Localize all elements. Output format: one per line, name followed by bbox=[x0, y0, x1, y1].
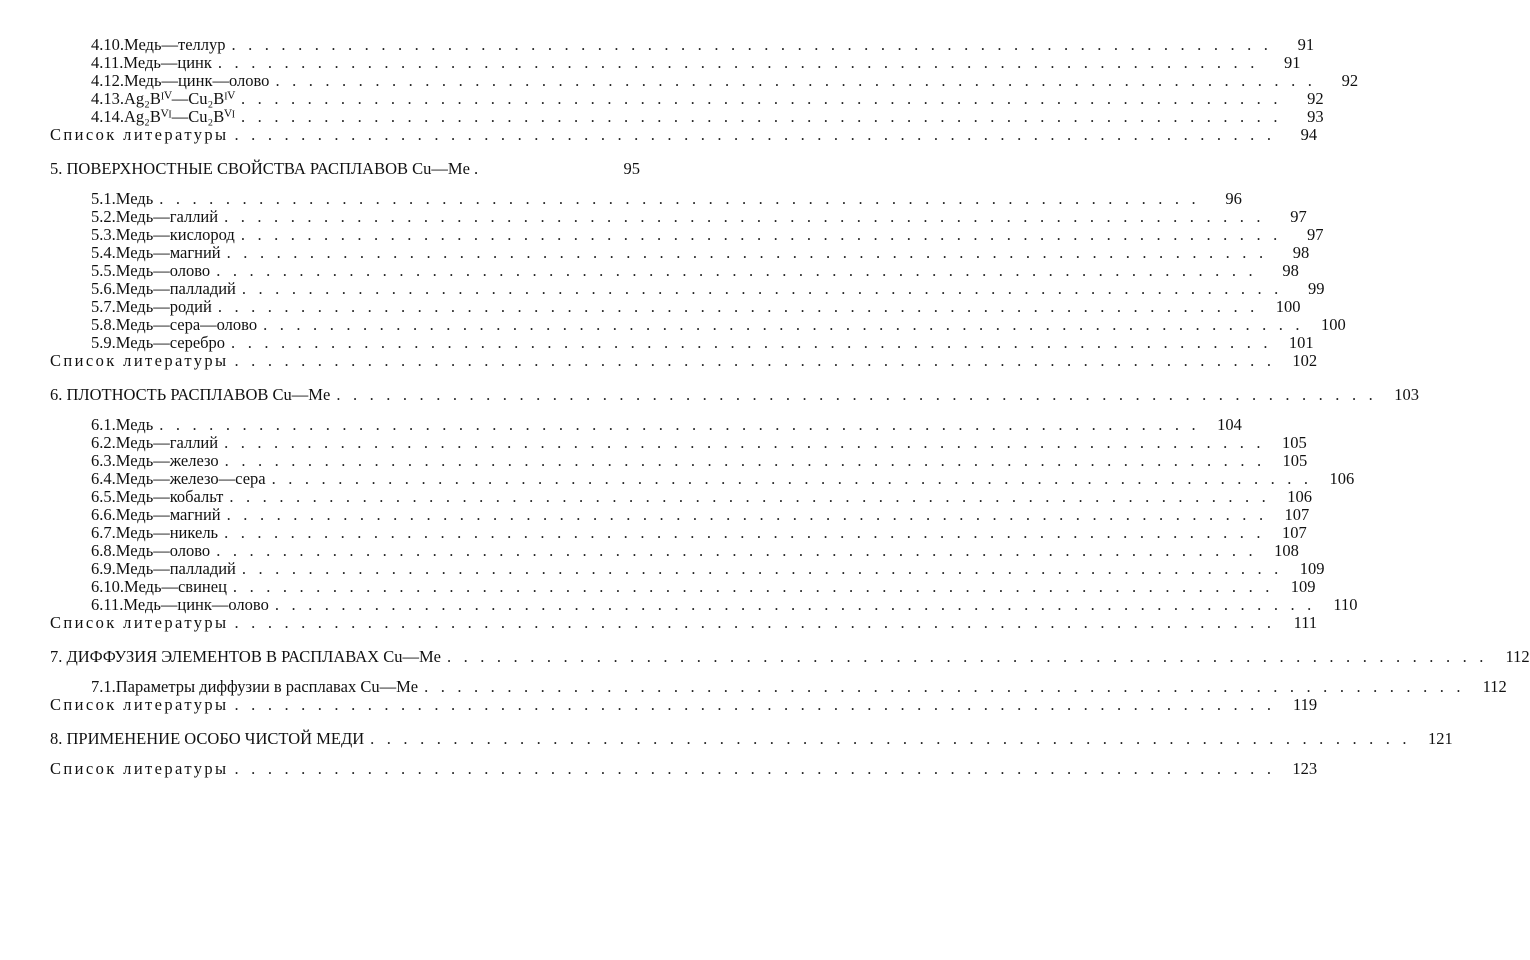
toc-section-number: 5.8. bbox=[91, 315, 116, 334]
dot-leader: . . . . . . . . . . . . . . . . . . . . . . . . . . . . . . . . . . . . . . . . . . . . . . . . . . . . . . . . . . . . . . . bbox=[224, 433, 1265, 452]
toc-entry-title: Медь—палладий bbox=[115, 279, 236, 298]
toc-section-row bbox=[50, 523, 1307, 542]
toc-page-number: 103 bbox=[1394, 385, 1419, 404]
toc-page-number: 98 bbox=[1282, 261, 1299, 280]
toc-page-number: 100 bbox=[1320, 315, 1346, 334]
toc-entry-title: Список литературы bbox=[50, 759, 229, 778]
toc-section-number: 6.1. bbox=[91, 415, 116, 434]
toc-entry-title: Медь—магний bbox=[115, 243, 221, 262]
toc-page-number: 108 bbox=[1274, 541, 1299, 560]
toc-entry-title: Медь—цинк—олово bbox=[124, 71, 270, 90]
toc-page-number: 95 bbox=[623, 159, 640, 178]
toc-section-number: 6.7. bbox=[91, 523, 116, 542]
toc-page-number: 96 bbox=[1225, 189, 1242, 208]
dot-leader: . . . . . . . . . . . . . . . . . . . . . . . . . . . . . . . . . . . . . . . . . . . . . . . . . . . . . . . . . . . . . . . bbox=[229, 487, 1270, 506]
toc-section-row bbox=[50, 487, 1312, 506]
dot-leader: . . . . . . . . . . . . . . . . . . . . . . . . . . . . . . . . . . . . . . . . . . . . . . . . . . . . . . . . . . . . . . . bbox=[224, 207, 1265, 226]
toc-section-number: 5.9. bbox=[91, 333, 116, 352]
toc-section-number: 6.6. bbox=[91, 505, 116, 524]
toc-section-number: 6.3. bbox=[91, 451, 116, 470]
toc-section-row bbox=[50, 261, 1299, 280]
toc-section-row bbox=[50, 53, 1301, 72]
toc-page-number: 98 bbox=[1292, 243, 1310, 262]
toc-entry-title: Медь—никель bbox=[115, 523, 219, 542]
toc-entry-title: Медь—теллур bbox=[124, 35, 226, 54]
dot-leader: . . . . . . . . . . . . . . . . . . . . . . . . . . . . . . . . . . . . . . . . . . . . . . . . . . . . . . . . . . . . . . . bbox=[234, 613, 1276, 632]
toc-page-number: 102 bbox=[1292, 351, 1318, 370]
toc-section-row bbox=[50, 207, 1307, 226]
toc-section-row bbox=[50, 577, 1316, 596]
toc-section-row bbox=[50, 35, 1315, 54]
dot-leader: . . . . . . . . . . . . . . . . . . . . . . . . . . . . . . . . . . . . . . . . . . . . . . . . . . . . . . . . . . . . . . . bbox=[370, 729, 1411, 748]
dot-leader: . . . . . . . . . . . . . . . . . . . . . . . . . . . . . . . . . . . . . . . . . . . . . . . . . . . . . . . . . . . . . . . bbox=[226, 243, 1268, 262]
toc-page-number: 111 bbox=[1293, 613, 1318, 632]
dot-leader: . . . . . . . . . . . . . . . . . . . . . . . . . . . . . . . . . . . . . . . . . . . . . . . . . . . . . . . . . . . . . . . bbox=[234, 759, 1276, 778]
toc-entry-title: Список литературы bbox=[50, 351, 229, 370]
toc-page-number: 105 bbox=[1282, 451, 1308, 470]
toc-section-row bbox=[50, 505, 1310, 524]
dot-leader: . . . . . . . . . . . . . . . . . . . . . . . . . . . . . . . . . . . . . . . . . . . . . . . . . . . . . . . . . . . . . . . bbox=[224, 451, 1266, 470]
toc-references-row bbox=[50, 125, 1318, 144]
dot-leader: . . . . . . . . . . . . . . . . . . . . . . . . . . . . . . . . . . . . . . . . . . . . . . . . . . . . . . . . . . . . . . . bbox=[226, 505, 1268, 524]
toc-entry-title: Параметры диффузии в расплавах Cu—Me bbox=[115, 677, 419, 696]
dot-leader: . . . . . . . . . . . . . . . . . . . . . . . . . . . . . . . . . . . . . . . . . . . . . . . . . . . . . . . . . . . . . . . bbox=[216, 261, 1257, 280]
toc-entry-title: 5. ПОВЕРХНОСТНЫЕ СВОЙСТВА РАСПЛАВОВ Cu—Me . bbox=[50, 159, 479, 178]
toc-section-number: 6.9. bbox=[91, 559, 116, 578]
toc-section-row bbox=[50, 315, 1346, 334]
dot-leader: . . . . . . . . . . . . . . . . . . . . . . . . . . . . . . . . . . . . . . . . . . . . . . . . . . . . . . . . . . . . . . . bbox=[234, 351, 1276, 370]
dot-leader: . . . . . . . . . . . . . . . . . . . . . . . . . . . . . . . . . . . . . . . . . . . . . . . . . . . . . . . . . . . . . . . bbox=[424, 677, 1465, 696]
toc-section-row bbox=[50, 595, 1358, 614]
toc-section-number: 6.8. bbox=[91, 541, 116, 560]
toc-section-row bbox=[50, 71, 1359, 90]
toc-section-row bbox=[50, 189, 1242, 208]
dot-leader: . . . . . . . . . . . . . . . . . . . . . . . . . . . . . . . . . . . . . . . . . . . . . . . . . . . . . . . . . . . . . . . bbox=[275, 71, 1317, 90]
toc-page-number: 97 bbox=[1306, 225, 1324, 244]
toc-entry-title: 6. ПЛОТНОСТЬ РАСПЛАВОВ Cu—Me bbox=[50, 385, 331, 404]
toc-entry-title: Ag₂Bⱽᴵ—Cu₂Bⱽᴵ bbox=[124, 107, 236, 126]
toc-page-number: 99 bbox=[1308, 279, 1325, 298]
dot-leader: . . . . . . . . . . . . . . . . . . . . . . . . . . . . . . . . . . . . . . . . . . . . . . . . . . . . . . . . . . . . . . . bbox=[159, 189, 1200, 208]
toc-page-number: 91 bbox=[1284, 53, 1301, 72]
toc-section-row bbox=[50, 415, 1242, 434]
toc-page-number: 105 bbox=[1281, 433, 1307, 452]
toc-section-number: 5.4. bbox=[91, 243, 116, 262]
toc-entry-title: Медь—кобальт bbox=[115, 487, 224, 506]
toc-page-number: 101 bbox=[1288, 333, 1314, 352]
toc-page-number: 91 bbox=[1297, 35, 1315, 54]
toc-section-row bbox=[50, 469, 1355, 488]
toc-section-number: 4.10. bbox=[91, 35, 124, 54]
toc-entry-title: Медь—сера—олово bbox=[115, 315, 258, 334]
toc-section-number: 5.1. bbox=[91, 189, 116, 208]
toc-entry-title: Ag₂Bᴵⱽ—Cu₂Bᴵⱽ bbox=[124, 89, 236, 108]
toc-references-row bbox=[50, 613, 1318, 632]
dot-leader: . . . . . . . . . . . . . . . . . . . . . . . . . . . . . . . . . . . . . . . . . . . . . . . . . . . . . . . . . . . . . . . bbox=[241, 107, 1282, 126]
toc-section-number: 4.12. bbox=[91, 71, 124, 90]
toc-section-row bbox=[50, 225, 1324, 244]
dot-leader: . . . . . . . . . . . . . . . . . . . . . . . . . . . . . . . . . . . . . . . . . . . . . . . . . . . . . . . . . . . . . . . bbox=[234, 125, 1276, 144]
toc-entry-title: Медь—палладий bbox=[115, 559, 236, 578]
dot-leader: . . . . . . . . . . . . . . . . . . . . . . . . . . . . . . . . . . . . . . . . . . . . . . . . . . . . . . . . . . . . . . . bbox=[446, 647, 1488, 666]
toc-entry-title: Список литературы bbox=[50, 613, 229, 632]
toc-section-number: 7.1. bbox=[91, 677, 116, 696]
toc-entry-title: 8. ПРИМЕНЕНИЕ ОСОБО ЧИСТОЙ МЕДИ bbox=[50, 729, 365, 748]
dot-leader: . . . . . . . . . . . . . . . . . . . . . . . . . . . . . . . . . . . . . . . . . . . . . . . . . . . . . . . . . . . . . . . bbox=[241, 89, 1282, 108]
toc-section-number: 5.6. bbox=[91, 279, 116, 298]
dot-leader: . . . . . . . . . . . . . . . . . . . . . . . . . . . . . . . . . . . . . . . . . . . . . . . . . . . . . . . . . . . . . . . bbox=[336, 385, 1377, 404]
toc-chapter-row bbox=[50, 385, 1419, 404]
toc-section-row bbox=[50, 433, 1307, 452]
dot-leader: . . . . . . . . . . . . . . . . . . . . . . . . . . . . . . . . . . . . . . . . . . . . . . . . . . . . . . . . . . . . . . . bbox=[234, 695, 1276, 714]
dot-leader: . . . . . . . . . . . . . . . . . . . . . . . . . . . . . . . . . . . . . . . . . . . . . . . . . . . . . . . . . . . . . . . bbox=[224, 523, 1265, 542]
dot-leader: . . . . . . . . . . . . . . . . . . . . . . . . . . . . . . . . . . . . . . . . . . . . . . . . . . . . . . . . . . . . . . . bbox=[274, 595, 1316, 614]
dot-leader: . . . . . . . . . . . . . . . . . . . . . . . . . . . . . . . . . . . . . . . . . . . . . . . . . . . . . . . . . . . . . . . bbox=[271, 469, 1313, 488]
toc-entry-title: Медь bbox=[115, 189, 154, 208]
toc-page-number: 121 bbox=[1428, 729, 1453, 748]
toc-page-number: 94 bbox=[1300, 125, 1318, 144]
dot-leader: . . . . . . . . . . . . . . . . . . . . . . . . . . . . . . . . . . . . . . . . . . . . . . . . . . . . . . . . . . . . . . . bbox=[232, 577, 1274, 596]
toc-section-number: 6.10. bbox=[91, 577, 124, 596]
toc-page-number: 119 bbox=[1293, 695, 1318, 714]
toc-entry-title: Медь bbox=[115, 415, 154, 434]
toc-entry-title: Медь—олово bbox=[115, 541, 211, 560]
toc-section-row bbox=[50, 279, 1325, 298]
toc-section-number: 5.5. bbox=[91, 261, 116, 280]
dot-leader: . . . . . . . . . . . . . . . . . . . . . . . . . . . . . . . . . . . . . . . . . . . . . . . . . . . . . . . . . . . . . . . bbox=[217, 297, 1259, 316]
toc-page-number: 112 bbox=[1505, 647, 1530, 666]
dot-leader: . . . . . . . . . . . . . . . . . . . . . . . . . . . . . . . . . . . . . . . . . . . . . . . . . . . . . . . . . . . . . . . bbox=[241, 559, 1283, 578]
dot-leader: . . . . . . . . . . . . . . . . . . . . . . . . . . . . . . . . . . . . . . . . . . . . . . . . . . . . . . . . . . . . . . . bbox=[231, 35, 1273, 54]
toc-entry-title: Медь—олово bbox=[115, 261, 211, 280]
toc-page-number: 97 bbox=[1290, 207, 1307, 226]
toc-page-number: 109 bbox=[1290, 577, 1316, 596]
toc-page-number: 110 bbox=[1333, 595, 1358, 614]
toc-section-number: 6.2. bbox=[91, 433, 116, 452]
dot-leader: . . . . . . . . . . . . . . . . . . . . . . . . . . . . . . . . . . . . . . . . . . . . . . . . . . . . . . . . . . . . . . . bbox=[263, 315, 1304, 334]
toc-entry-title: Медь—цинк—олово bbox=[123, 595, 269, 614]
toc-page-number: 92 bbox=[1341, 71, 1359, 90]
toc-section-number: 5.2. bbox=[91, 207, 116, 226]
toc-section-number: 6.4. bbox=[91, 469, 116, 488]
toc-entry-title: Медь—серебро bbox=[115, 333, 226, 352]
toc-entry-title: Медь—родий bbox=[115, 297, 212, 316]
toc-section-row bbox=[50, 333, 1314, 352]
toc-section-row bbox=[50, 559, 1325, 578]
toc-page-number: 106 bbox=[1329, 469, 1355, 488]
toc-section-number: 4.13. bbox=[91, 89, 124, 108]
toc-page-number: 100 bbox=[1275, 297, 1301, 316]
toc-references-row bbox=[50, 695, 1318, 714]
dot-leader: . . . . . . . . . . . . . . . . . . . . . . . . . . . . . . . . . . . . . . . . . . . . . . . . . . . . . . . . . . . . . . . bbox=[159, 415, 1200, 434]
toc-entry-title: Медь—кислород bbox=[115, 225, 235, 244]
toc-page-number: 112 bbox=[1482, 677, 1507, 696]
toc-page-number: 123 bbox=[1292, 759, 1318, 778]
toc-page-number: 106 bbox=[1287, 487, 1312, 506]
toc-section-row bbox=[50, 243, 1310, 262]
toc-references-row bbox=[50, 351, 1318, 370]
dot-leader: . . . . . . . . . . . . . . . . . . . . . . . . . . . . . . . . . . . . . . . . . . . . . . . . . . . . . . . . . . . . . . . bbox=[231, 333, 1272, 352]
dot-leader: . . . . . . . . . . . . . . . . . . . . . . . . . . . . . . . . . . . . . . . . . . . . . . . . . . . . . . . . . . . . . . . bbox=[241, 279, 1283, 298]
toc-page-number: 107 bbox=[1281, 523, 1307, 542]
toc-section-number: 5.7. bbox=[91, 297, 116, 316]
toc-section-row bbox=[50, 107, 1324, 126]
dot-leader: . . . . . . . . . . . . . . . . . . . . . . . . . . . . . . . . . . . . . . . . . . . . . . . . . . . . . . . . . . . . . . . bbox=[240, 225, 1282, 244]
toc-chapter-row bbox=[50, 729, 1453, 748]
toc-section-row bbox=[50, 677, 1507, 696]
dot-leader: . . . . . . . . . . . . . . . . . . . . . . . . . . . . . . . . . . . . . . . . . . . . . . . . . . . . . . . . . . . . . . . bbox=[217, 53, 1259, 72]
toc-section-row bbox=[50, 89, 1324, 108]
toc-page-number: 107 bbox=[1284, 505, 1310, 524]
toc-chapter-row bbox=[50, 647, 1530, 666]
toc-section-row bbox=[50, 297, 1301, 316]
dot-leader: . . . . . . . . . . . . . . . . . . . . . . . . . . . . . . . . . . . . . . . . . . . . . . . . . . . . . . . . . . . . . . . bbox=[216, 541, 1257, 560]
toc-entry-title: 7. ДИФФУЗИЯ ЭЛЕМЕНТОВ В РАСПЛАВАХ Cu—Me bbox=[50, 647, 441, 666]
toc-references-row bbox=[50, 759, 1318, 778]
toc-entry-title: Медь—цинк bbox=[123, 53, 212, 72]
toc-section-number: 6.5. bbox=[91, 487, 116, 506]
toc-page-number: 92 bbox=[1307, 89, 1324, 108]
toc-page-number: 93 bbox=[1307, 107, 1324, 126]
toc-section-number: 4.11. bbox=[91, 53, 124, 72]
toc-entry-title: Список литературы bbox=[50, 125, 229, 144]
toc-section-number: 5.3. bbox=[91, 225, 116, 244]
toc-page-number: 109 bbox=[1299, 559, 1325, 578]
toc-entry-title: Медь—железо—сера bbox=[115, 469, 266, 488]
toc-section-number: 6.11. bbox=[91, 595, 124, 614]
toc-chapter-row bbox=[50, 160, 640, 178]
toc-section-row bbox=[50, 451, 1308, 470]
toc-entry-title: Медь—галлий bbox=[115, 207, 219, 226]
toc-entry-title: Медь—галлий bbox=[115, 433, 219, 452]
toc-page-number: 104 bbox=[1217, 415, 1242, 434]
toc-entry-title: Медь—железо bbox=[115, 451, 219, 470]
toc-section-number: 4.14. bbox=[91, 107, 124, 126]
toc-entry-title: Медь—свинец bbox=[124, 577, 227, 596]
toc-section-row bbox=[50, 541, 1299, 560]
table-of-contents bbox=[50, 35, 1530, 778]
toc-entry-title: Медь—магний bbox=[115, 505, 221, 524]
toc-entry-title: Список литературы bbox=[50, 695, 229, 714]
